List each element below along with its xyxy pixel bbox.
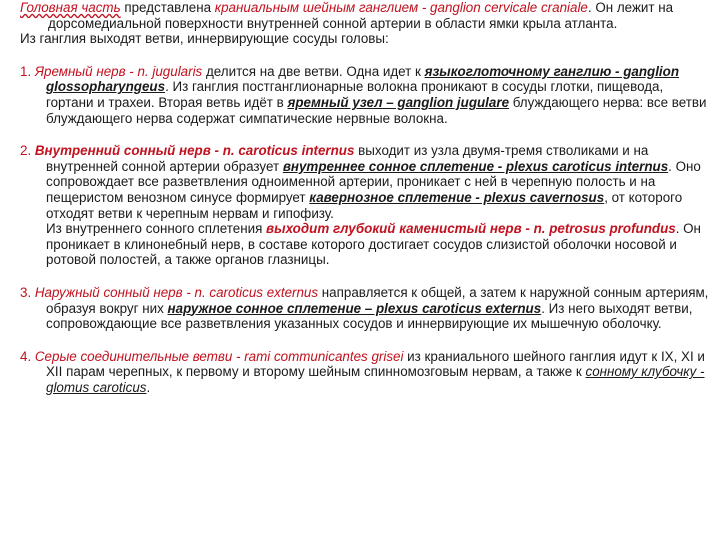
term-glossopharyngeal-ganglion: языкоглоточному ганглию - ganglion glossopharyngeus — [46, 63, 680, 95]
branch-2-paragraph: 2. Внутренний сонный нерв - n. caroticus internus выходит из узла двумя-тремя стволиками и на внутренней сонной артерии образует внутреннее сонное сплетение - plexus caroticus internus. Оно сопровождает все разветвления одноименной артерии, проникает с ней в черепную полость и на пещеристом венозном синусе формирует кавернозное сплетение - plexus cavernosus, от которого отходят ветви к черепным нервам и гипофизу. — [20, 143, 701, 221]
term-head-part: Головная часть — [20, 0, 121, 15]
branch-1-number: 1. — [20, 63, 35, 79]
term-internal-carotid-plexus: внутреннее сонное сплетение - plexus caroticus internus — [282, 158, 669, 174]
term-cavernous-plexus: кавернозное сплетение - plexus cavernosus — [309, 189, 605, 205]
branch-2-number: 2. — [20, 143, 35, 159]
term-external-carotid-nerve: Наружный сонный нерв - n. caroticus externus — [34, 284, 319, 300]
branch-1-paragraph: 1. Яремный нерв - n. jugularis делится на две ветви. Одна идет к языкоглоточному ганглию - ganglion glossopharyngeus. Из ганглия постганглионарные волокна проникают в сосуды глотки, пищевода, гортани и трахеи. Вторая ветвь идёт в яремный узел – ganglion jugulare блуждающего нерва: все ветви блуждающего нерва содержат симпатические нервные волокна. — [20, 63, 707, 126]
term-deep-petrosal-nerve: выходит глубокий каменистый нерв - n. petrosus profundus — [266, 221, 676, 237]
branch-4-number: 4. — [20, 348, 35, 364]
branch-4-paragraph: 4. Серые соединительные ветви - rami communicantes grisei из краниального шейного ганглия идут к IX, XI и XII парам черепных, к первому и второму шейным спинномозговым нервам, а также к сонному клубочку - glomus caroticus. — [20, 348, 705, 395]
term-jugular-ganglion: яремный узел – ganglion jugulare — [287, 94, 510, 110]
term-gray-rami: Серые соединительные ветви - rami communicantes grisei — [34, 348, 404, 364]
term-cranial-ganglion: краниальным шейным ганглием - ganglion cervicale craniale — [214, 0, 588, 15]
branch-3-number: 3. — [20, 284, 35, 300]
branch-2-continuation: Из внутреннего сонного сплетения выходит глубокий каменистый нерв - n. petrosus profundus. Он проникает в клинонебный нерв, в составе которого достигает сосудов слизистой оболочки носовой и ротовой полостей, а также органов глазницы. — [46, 221, 701, 268]
term-internal-carotid-nerve: Внутренний сонный нерв - n. caroticus internus — [34, 143, 355, 159]
intro-paragraph: Головная часть представлена краниальным шейным ганглием - ganglion cervicale craniale. Он лежит на дорсомедиальной поверхности внутренней сонной артерии в области ямки крыла атланта. — [20, 0, 674, 31]
branch-3-paragraph: 3. Наружный сонный нерв - n. caroticus externus направляется к общей, а затем к наружной сонным артериям, образуя вокруг них наружное сонное сплетение – plexus caroticus externus. Из него выходят ветви, сопровождающие все разветвления указанных сосудов и иннервирующие их мышечную оболочку. — [20, 284, 709, 332]
term-external-carotid-plexus: наружное сонное сплетение – plexus caroticus externus — [167, 300, 542, 316]
term-carotid-body: сонному клубочку - glomus caroticus — [46, 364, 705, 395]
term-jugular-nerve: Яремный нерв - n. jugularis — [34, 63, 203, 79]
intro-line-2: Из ганглия выходят ветви, иннервирующие сосуды головы: — [20, 31, 389, 47]
